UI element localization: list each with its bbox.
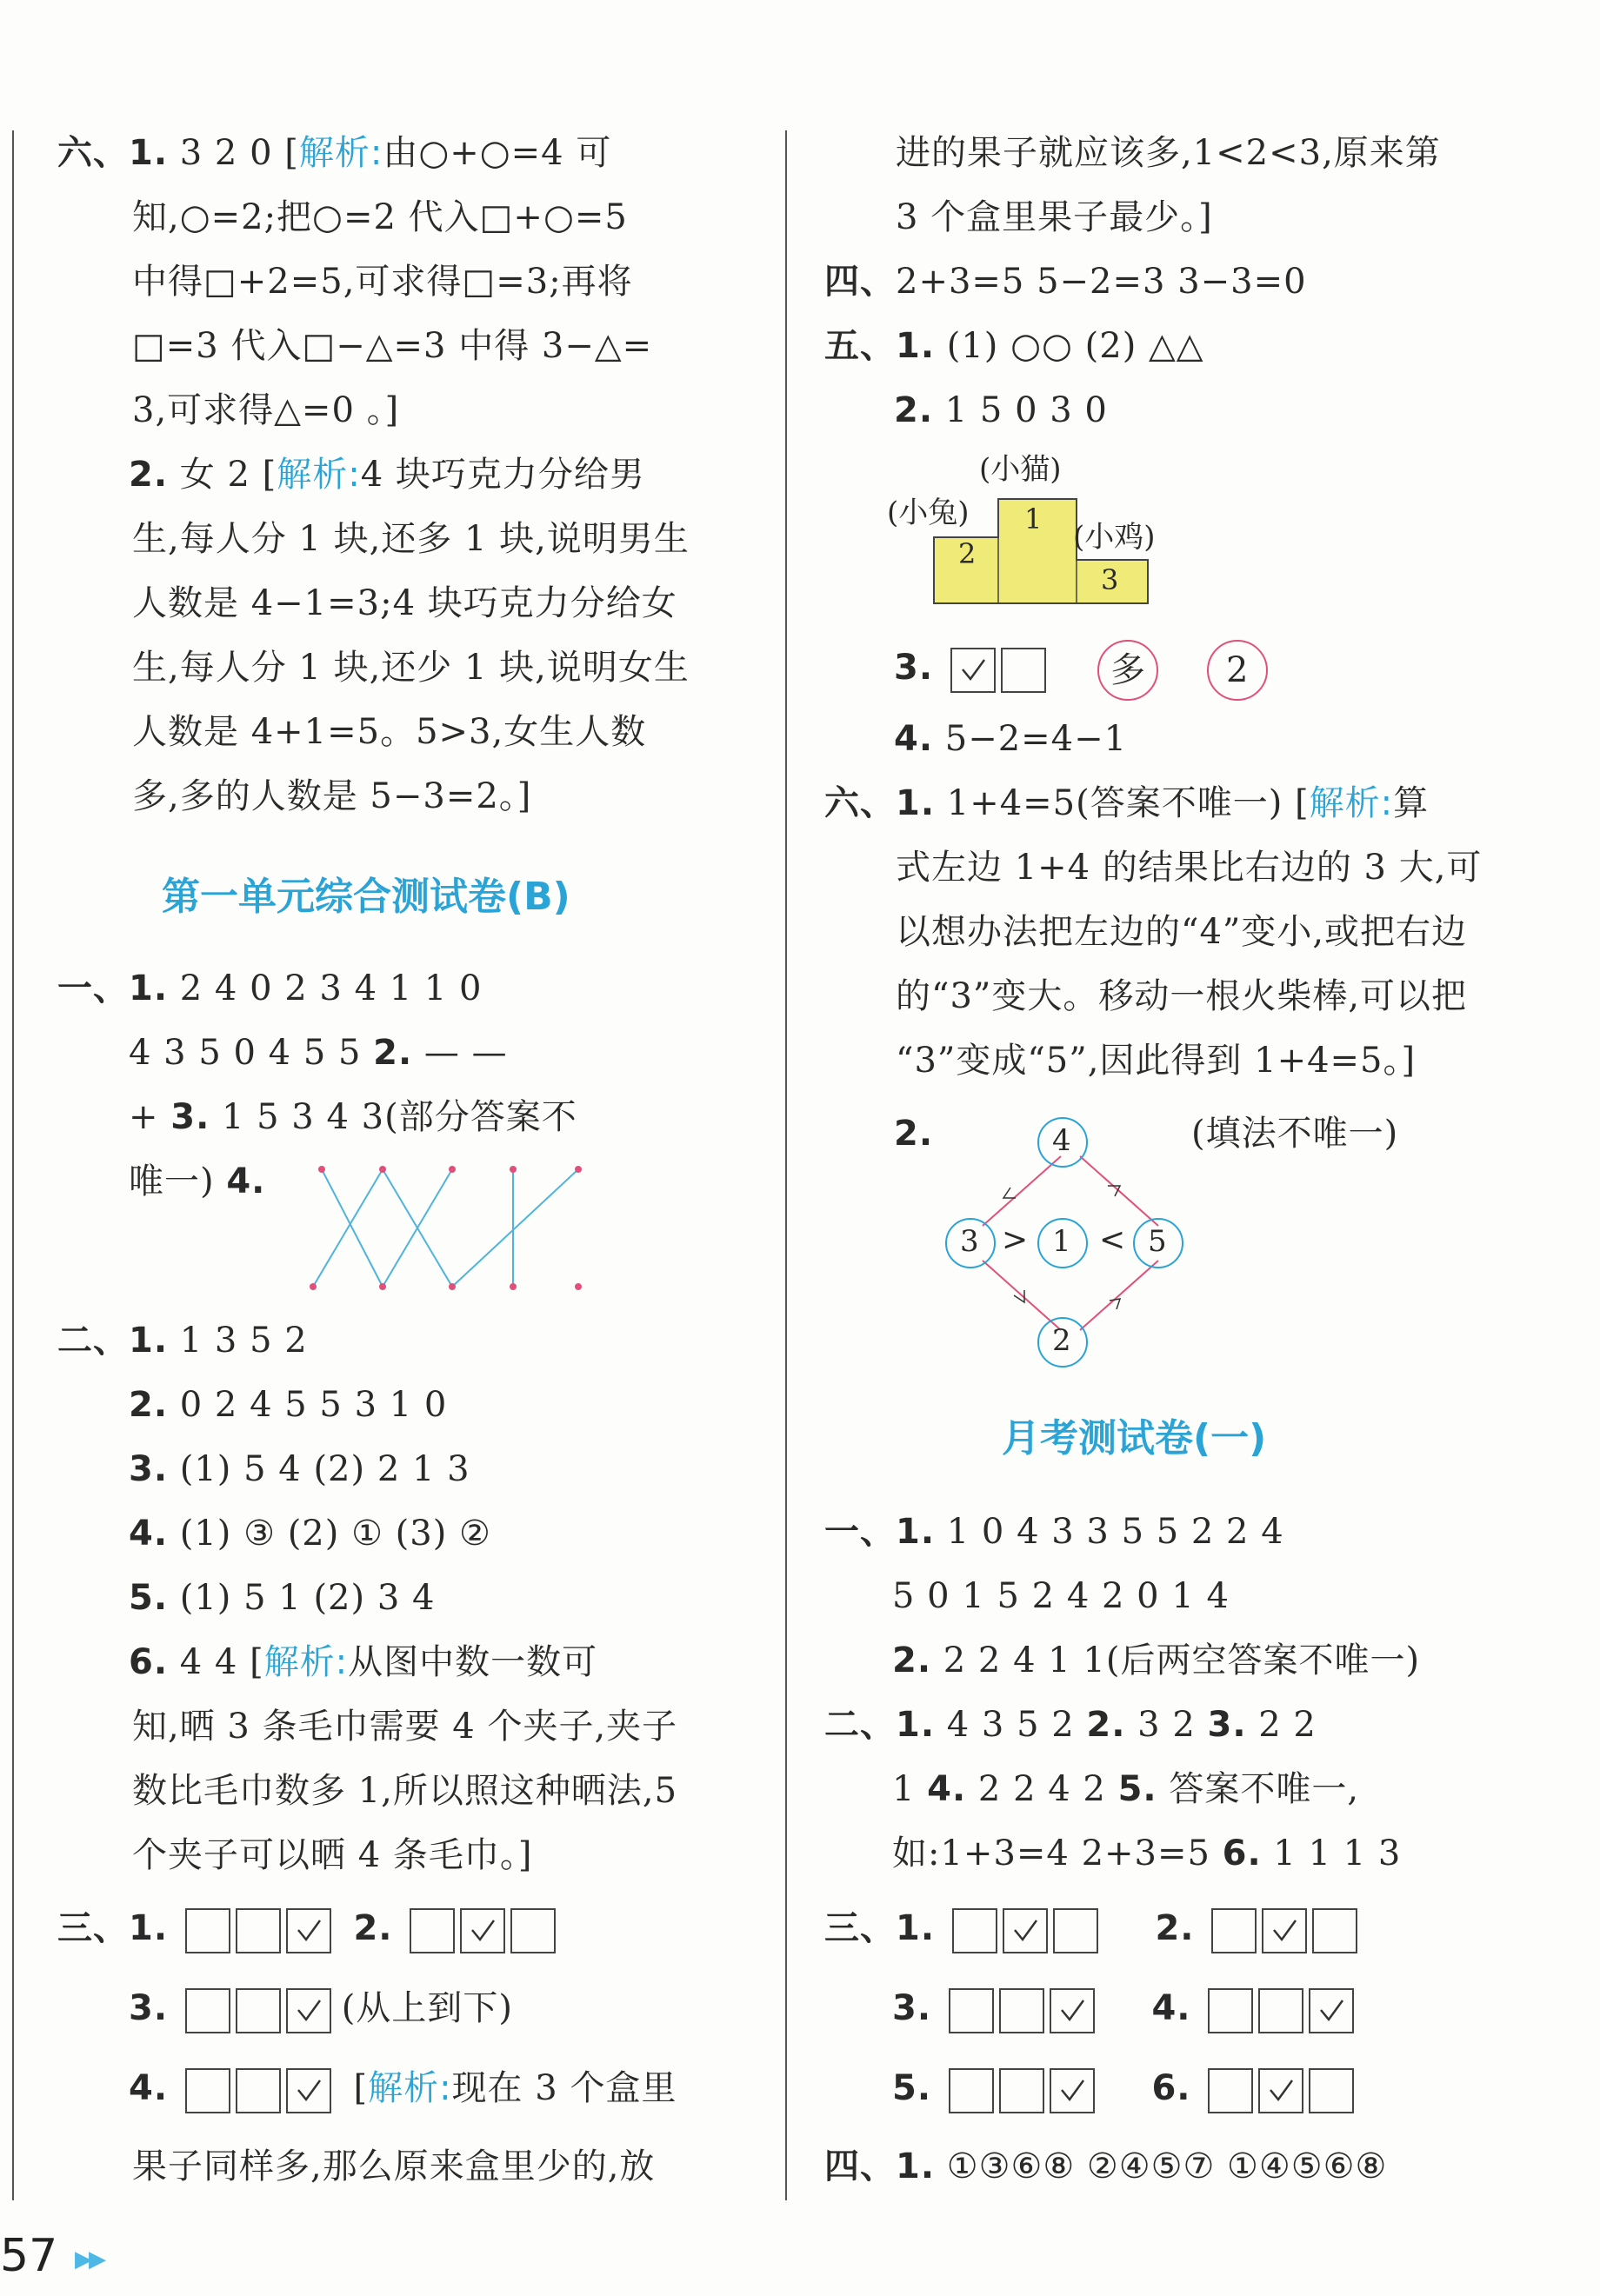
line: 如:1+3=4 2+3=5 6. 1 1 1 3	[892, 1833, 1402, 1873]
empty-box	[949, 2068, 994, 2113]
line: 2. 1 5 0 3 0	[894, 390, 1108, 430]
line: 人数是 4+1=5。5>3,女生人数	[132, 712, 647, 752]
line: 以想办法把左边的“4”变小,或把右边	[896, 912, 1468, 952]
answer-boxes	[952, 1908, 1103, 1953]
answer-boxes	[185, 1908, 337, 1953]
line: 进的果子就应该多,1<2<3,原来第	[896, 133, 1441, 173]
label-rabbit: (小兔)	[887, 496, 970, 530]
line: 三、1. 2.	[57, 1902, 566, 1954]
line: 四、2+3=5 5−2=3 3−3=0	[824, 262, 1307, 302]
answer-boxes	[1208, 1988, 1359, 2033]
line: 3. 4.	[892, 1982, 1364, 2034]
line: 2. 女 2 [解析:4 块巧克力分给男	[129, 455, 645, 495]
node-bottom: 2	[1052, 1323, 1071, 1358]
empty-box	[236, 2068, 281, 2113]
dot	[575, 1166, 582, 1173]
answer-boxes	[950, 648, 1051, 693]
dot	[510, 1166, 517, 1173]
line: 三、1. 2.	[824, 1902, 1368, 1954]
line: 3. (从上到下)	[129, 1982, 513, 2034]
checked-box	[1262, 1908, 1307, 1953]
line: 2.	[894, 1114, 934, 1154]
line: 的“3”变大。移动一根火柴棒,可以把	[896, 976, 1468, 1016]
checked-box	[286, 2068, 331, 2113]
line: 多,多的人数是 5−3=2。]	[132, 776, 532, 816]
line: 知,○=2;把○=2 代入□+○=5	[132, 197, 628, 237]
line: 4 3 5 0 4 5 5 2. — —	[129, 1033, 508, 1073]
checked-box	[286, 1908, 331, 1953]
checked-box	[286, 1988, 331, 2033]
empty-box	[185, 1988, 230, 2033]
node-center: 1	[1052, 1224, 1071, 1259]
section-title: 第一单元综合测试卷(B)	[162, 875, 570, 919]
circled-answer: 2	[1207, 640, 1268, 701]
answer-boxes	[949, 1988, 1100, 2033]
empty-box	[999, 2068, 1044, 2113]
empty-box	[1258, 1988, 1303, 2033]
line: 4. [解析:现在 3 个盒里	[129, 2062, 677, 2114]
dot	[379, 1283, 386, 1290]
number-diagram	[939, 1115, 1200, 1367]
node-right: 5	[1148, 1224, 1167, 1259]
podium-figure	[887, 445, 1217, 610]
node-top: 4	[1052, 1123, 1071, 1158]
empty-box	[1208, 1988, 1253, 2033]
checked-box	[1003, 1908, 1048, 1953]
left-margin-line	[12, 130, 14, 2200]
note: (填法不唯一)	[1191, 1114, 1399, 1154]
line: 人数是 4−1=3;4 块巧克力分给女	[132, 583, 677, 623]
line: 唯一) 4.	[129, 1161, 266, 1201]
line: 数比毛巾数多 1,所以照这种晒法,5	[132, 1771, 678, 1811]
label-chick: (小鸡)	[1073, 520, 1156, 555]
dot	[379, 1166, 386, 1173]
match-line	[313, 1169, 383, 1287]
line: 五、1. (1) ○○ (2) △△	[824, 326, 1204, 366]
line: 3. 多 2	[894, 640, 1268, 701]
section-title: 月考测试卷(一)	[1002, 1416, 1267, 1461]
line: 1 4. 2 2 4 2 5. 答案不唯一,	[892, 1769, 1360, 1809]
dot	[449, 1283, 456, 1290]
page-number: 57	[0, 2230, 58, 2282]
gt-sign: >	[1002, 1222, 1029, 1258]
empty-box	[236, 1908, 281, 1953]
line: 4. (1) ③ (2) ① (3) ②	[129, 1514, 491, 1554]
empty-box	[1309, 2068, 1354, 2113]
line: 3 个盒里果子最少。]	[896, 197, 1213, 237]
match-line	[322, 1169, 383, 1287]
empty-box	[185, 2068, 230, 2113]
line: 3,可求得△=0 。]	[132, 390, 400, 430]
empty-box	[949, 1988, 994, 2033]
line: 6. 4 4 [解析:从图中数一数可	[129, 1642, 598, 1682]
line: 二、1. 4 3 5 2 2. 3 2 3. 2 2	[824, 1705, 1317, 1745]
empty-box	[510, 1908, 556, 1953]
line: 六、1. 3 2 0 [解析:由○+○=4 可	[57, 133, 612, 173]
place-3: 3	[1101, 563, 1119, 596]
empty-box	[410, 1908, 455, 1953]
place-2: 2	[958, 537, 977, 570]
line: 式左边 1+4 的结果比右边的 3 大,可	[896, 848, 1483, 888]
place-1: 1	[1024, 502, 1043, 536]
empty-box	[1053, 1908, 1098, 1953]
checked-box	[1258, 2068, 1303, 2113]
line: + 3. 1 5 3 4 3(部分答案不	[129, 1097, 577, 1137]
empty-box	[1208, 2068, 1253, 2113]
label-cat: (小猫)	[979, 452, 1062, 487]
line: 个夹子可以晒 4 条毛巾。]	[132, 1835, 533, 1875]
empty-box	[999, 1988, 1044, 2033]
lt-sign: <	[1099, 1222, 1126, 1258]
empty-box	[952, 1908, 997, 1953]
answer-boxes	[185, 2068, 337, 2113]
line: 生,每人分 1 块,还多 1 块,说明男生	[132, 519, 690, 559]
line: 六、1. 1+4=5(答案不唯一) [解析:算	[824, 783, 1430, 823]
checked-box	[460, 1908, 505, 1953]
dot	[575, 1283, 582, 1290]
column-divider	[785, 130, 787, 2200]
answer-boxes	[185, 1988, 337, 2033]
checked-box	[1309, 1988, 1354, 2033]
page-arrow-icon: ▶▶	[75, 2246, 103, 2273]
line: 5 0 1 5 2 4 2 0 1 4	[892, 1576, 1230, 1616]
line: 4. 5−2=4−1	[894, 719, 1128, 759]
line: 二、1. 1 3 5 2	[57, 1321, 308, 1361]
line: “3”变成“5”,因此得到 1+4=5。]	[896, 1041, 1417, 1081]
dot	[310, 1283, 317, 1290]
dot	[510, 1283, 517, 1290]
answer-boxes	[1208, 2068, 1359, 2113]
line: 2. 0 2 4 5 5 3 1 0	[129, 1385, 448, 1425]
line: 一、1. 1 0 4 3 3 5 5 2 2 4	[824, 1512, 1284, 1552]
empty-box	[185, 1908, 230, 1953]
line: 5. (1) 5 1 (2) 3 4	[129, 1578, 436, 1618]
match-line	[452, 1169, 578, 1287]
checked-box	[1050, 1988, 1095, 2033]
dot	[449, 1166, 456, 1173]
answer-boxes	[949, 2068, 1100, 2113]
line: 一、1. 2 4 0 2 3 4 1 1 0	[57, 968, 483, 1008]
line: 四、1. ①③⑥⑧ ②④⑤⑦ ①④⑤⑥⑧	[824, 2146, 1388, 2186]
line: 知,晒 3 条毛巾需要 4 个夹子,夹子	[132, 1707, 678, 1747]
answer-boxes	[1211, 1908, 1363, 1953]
line: 2. 2 2 4 1 1(后两空答案不唯一)	[892, 1640, 1421, 1680]
line: 生,每人分 1 块,还少 1 块,说明女生	[132, 648, 690, 688]
circled-answer: 多	[1097, 640, 1158, 701]
checked-box	[1050, 2068, 1095, 2113]
node-left: 3	[960, 1224, 979, 1259]
line: 3. (1) 5 4 (2) 2 1 3	[129, 1449, 470, 1489]
line: □=3 代入□−△=3 中得 3−△=	[132, 326, 653, 366]
line: 中得□+2=5,可求得□=3;再将	[132, 262, 633, 302]
line: 果子同样多,那么原来盒里少的,放	[132, 2146, 656, 2186]
line: 5. 6.	[892, 2062, 1364, 2114]
dot	[318, 1166, 325, 1173]
matching-lines-figure	[313, 1165, 591, 1295]
empty-box	[1312, 1908, 1357, 1953]
answer-boxes	[410, 1908, 561, 1953]
empty-box	[1001, 648, 1046, 693]
empty-box	[236, 1988, 281, 2033]
empty-box	[1211, 1908, 1257, 1953]
checked-box	[950, 648, 996, 693]
